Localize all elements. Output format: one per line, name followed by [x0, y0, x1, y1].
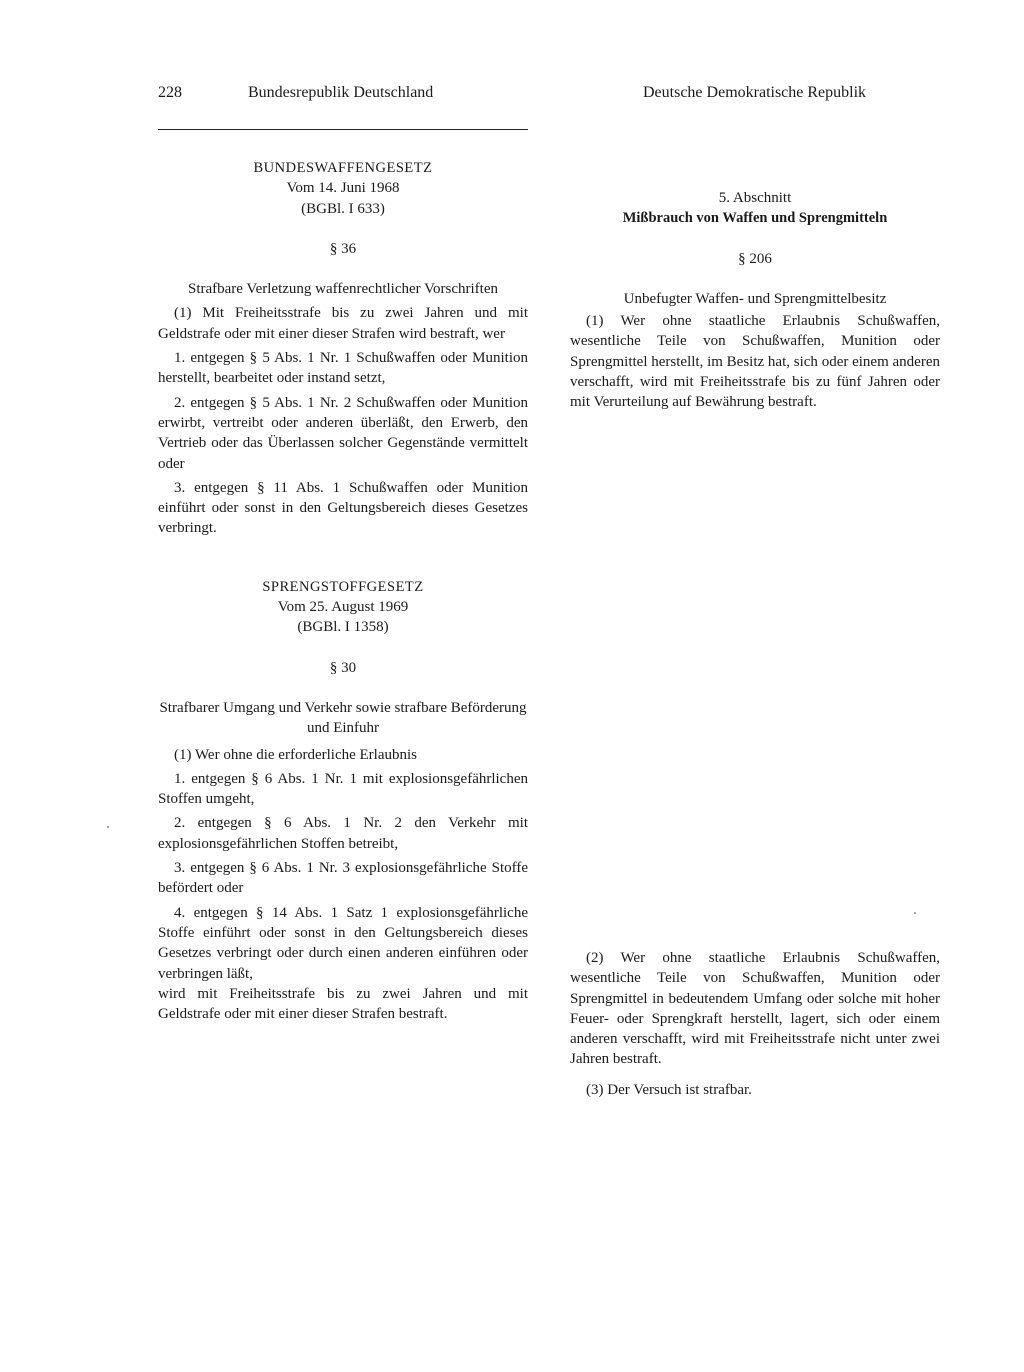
- section-number: § 206: [738, 250, 772, 267]
- page-number: 228: [158, 84, 182, 101]
- paragraph-closing: wird mit Freiheitsstrafe bis zu zwei Jahren und mit Geldstrafe oder mit einer dieser Strafen bestraft.: [158, 985, 528, 1023]
- header-rule: [158, 129, 528, 130]
- running-header-left: Bundesrepublik Deutschland: [248, 84, 434, 101]
- list-item: 3. entgegen § 6 Abs. 1 Nr. 3 explosionsgefährliche Stoffe befördert oder: [158, 860, 528, 897]
- law-reference: (BGBl. I 1358): [297, 619, 389, 636]
- law-bundeswaffengesetz: [158, 158, 528, 539]
- section-number: § 36: [329, 240, 357, 257]
- paragraph-intro: (1) Mit Freiheitsstrafe bis zu zwei Jahren und mit Geldstrafe oder mit einer dieser Strafen wird bestraft, wer: [158, 305, 528, 342]
- paragraph-intro: (1) Wer ohne die erforderliche Erlaubnis: [174, 746, 417, 763]
- right-column: [570, 188, 940, 417]
- law-date: Vom 14. Juni 1968: [286, 180, 400, 197]
- list-item: 4. entgegen § 14 Abs. 1 Satz 1 explosionsgefährliche Stoffe einführt oder sonst in den Geltungsbereich dieses Gesetzes verbringt oder durch einen anderen einführen oder verbringen läßt,: [158, 904, 528, 982]
- scan-speck: [914, 912, 916, 914]
- paragraph-2: (2) Wer ohne staatliche Erlaubnis Schußwaffen, wesentliche Teile von Schußwaffen, Munition oder Sprengmittel in bedeutendem Umfang oder solche mit hoher Feuer- oder Sprengkraft herstellt, lagert, sich oder einem anderen verschafft, wird mit Freiheitsstrafe nicht unter zwei Jahren bestraft.: [570, 950, 940, 1068]
- section-heading: Strafbare Verletzung waffenrechtlicher Vorschriften: [187, 281, 498, 298]
- law-title: BUNDESWAFFENGESETZ: [253, 160, 433, 176]
- paragraph-1: (1) Wer ohne staatliche Erlaubnis Schußwaffen, wesentliche Teile von Schußwaffen, Munition oder Sprengmittel herstellt, im Besitz hat, sich oder einem anderen verschafft, wird mit Freiheitsstrafe bis zu fünf Jahren oder mit Verurteilung auf Bewährung bestraft.: [570, 313, 940, 411]
- scan-speck: [107, 826, 109, 828]
- law-title: SPRENGSTOFFGESETZ: [262, 578, 424, 595]
- list-item: 1. entgegen § 5 Abs. 1 Nr. 1 Schußwaffen oder Munition herstellt, bearbeitet oder instand setzt,: [158, 350, 528, 387]
- law-date: Vom 25. August 1969: [277, 599, 409, 616]
- chapter-title: Mißbrauch von Waffen und Sprengmitteln: [622, 210, 888, 227]
- left-column: [158, 158, 528, 1024]
- list-item: 3. entgegen § 11 Abs. 1 Schußwaffen oder Munition einführt oder sonst in den Geltungsbereich dieses Gesetzes verbringt.: [158, 479, 528, 537]
- law-reference: (BGBl. I 633): [301, 200, 385, 217]
- paragraph-3: (3) Der Versuch ist strafbar.: [586, 1081, 752, 1098]
- list-item: 2. entgegen § 5 Abs. 1 Nr. 2 Schußwaffen oder Munition erwirbt, vertreibt oder anderen überläßt, den Erwerb, den Vertrieb oder das Überlassen solcher Gegenstände vermittelt oder: [158, 394, 528, 472]
- running-header-right: Deutsche Demokratische Republik: [643, 84, 867, 101]
- list-item: 2. entgegen § 6 Abs. 1 Nr. 2 den Verkehr mit explosionsgefährlichen Stoffen betreibt,: [158, 815, 528, 852]
- law-sprengstoffgesetz: [158, 577, 528, 1025]
- section-heading: Unbefugter Waffen- und Sprengmittelbesitz: [623, 290, 887, 307]
- section-heading: Strafbarer Umgang und Verkehr sowie strafbare Beförderung und Einfuhr: [159, 699, 527, 737]
- list-item: 1. entgegen § 6 Abs. 1 Nr. 1 mit explosionsgefährlichen Stoffen umgeht,: [158, 770, 528, 808]
- section-number: § 30: [329, 659, 357, 676]
- right-column-lower: [570, 948, 940, 1104]
- chapter-number: 5. Abschnitt: [718, 190, 792, 206]
